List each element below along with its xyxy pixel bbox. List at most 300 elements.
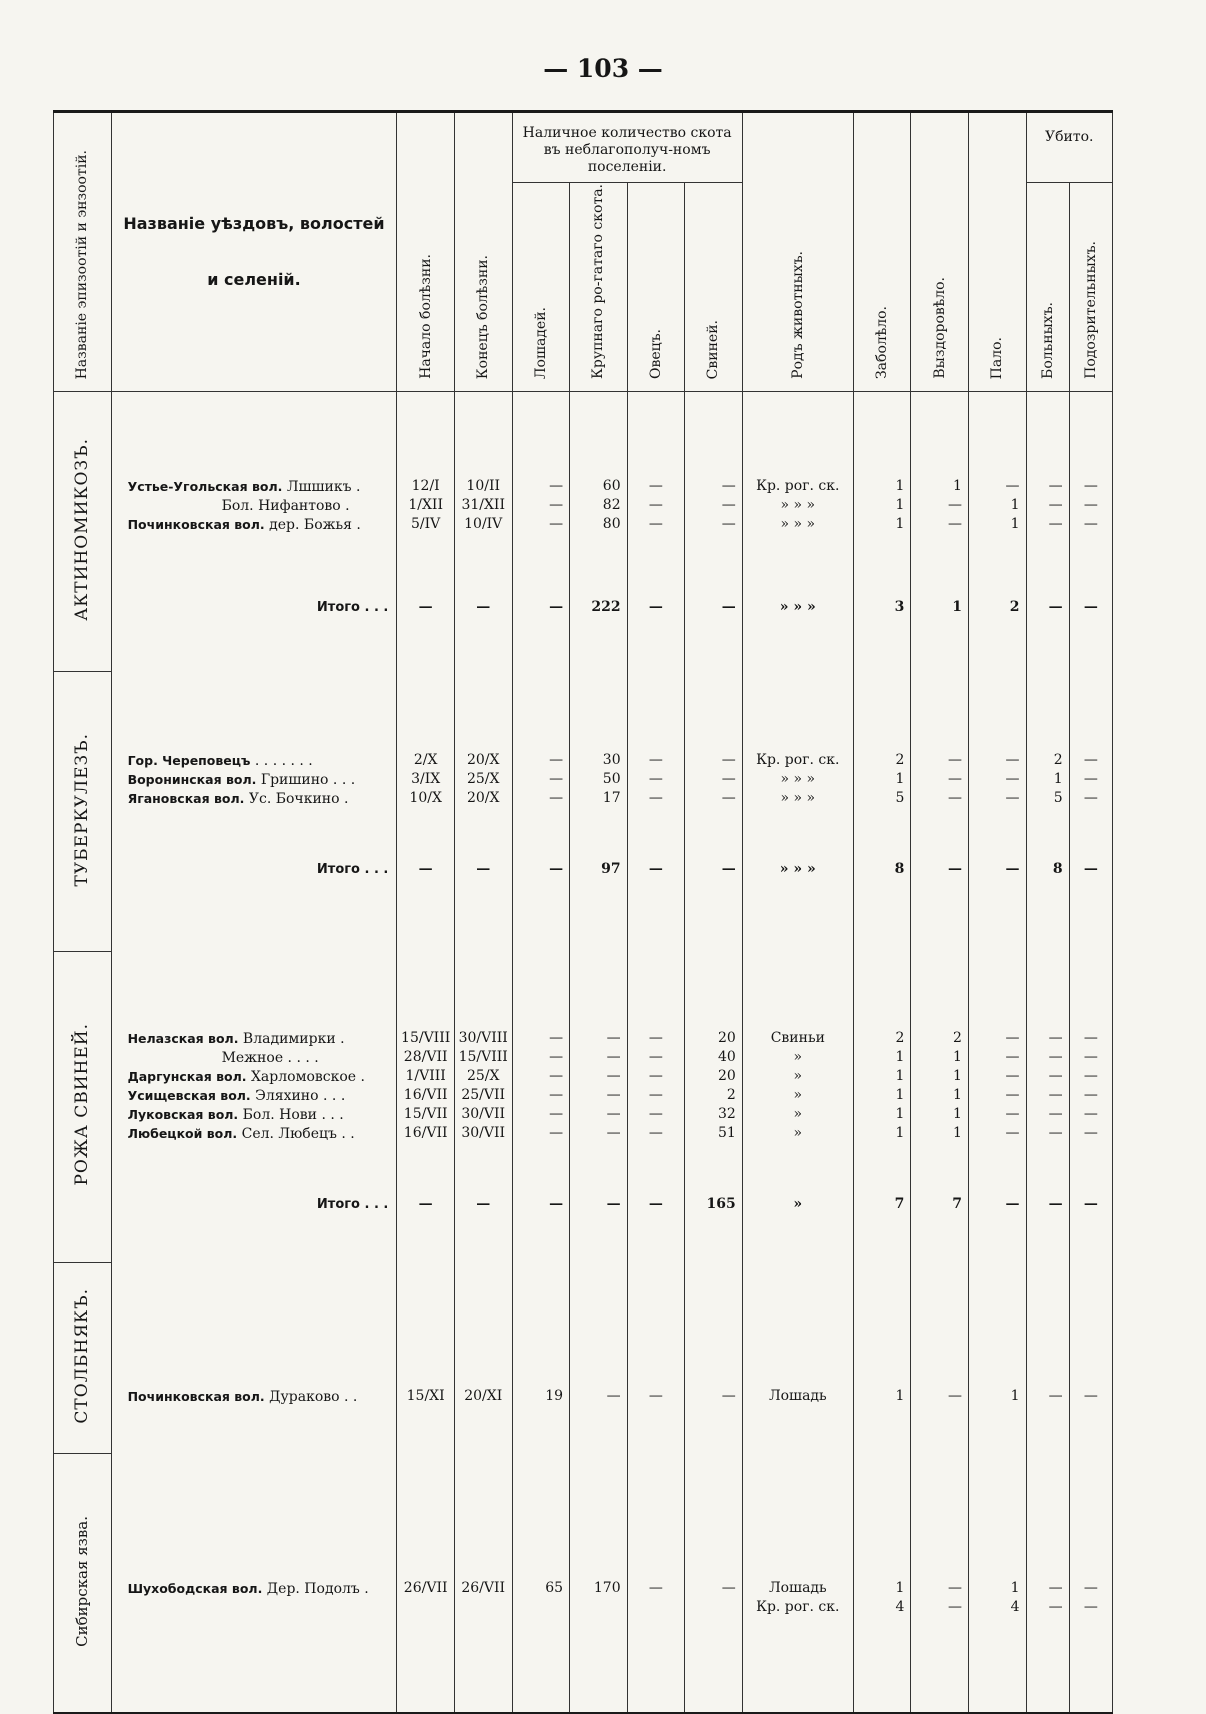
cell-value: — (606, 1388, 621, 1405)
col-sheep (627, 1262, 685, 1454)
cell-value: — (1083, 1598, 1098, 1615)
cell-value: — (947, 771, 962, 788)
cell-value: 30/VIII (458, 1030, 508, 1047)
cell-value: — (549, 1125, 564, 1142)
col-kind (742, 392, 853, 672)
total-value: — (476, 861, 491, 878)
col-k-sick (1026, 1454, 1069, 1713)
col-kind (742, 1262, 853, 1454)
cell-value: — (648, 516, 663, 532)
total-value: — (418, 861, 433, 878)
total-value: 222 (591, 599, 621, 615)
cell-value: — (1048, 1598, 1063, 1615)
place-name (112, 515, 397, 534)
total-value: — (1048, 1196, 1063, 1213)
col-k-sick (1026, 951, 1069, 1262)
place-name (112, 496, 397, 515)
cell-value: — (648, 1030, 663, 1047)
district-name: Воронинская вол. (127, 772, 257, 788)
cell-value: — (721, 771, 736, 788)
cell-value: — (1083, 1388, 1098, 1405)
total-value: — (549, 1196, 564, 1213)
cell-value: — (721, 790, 736, 807)
total-value: — (648, 599, 663, 615)
cell-value (513, 1598, 570, 1617)
cell-value: — (648, 752, 663, 769)
cell-value: 2 (953, 1030, 962, 1047)
col-start (397, 1262, 455, 1454)
cell-value: 1 (953, 1125, 962, 1142)
district-name: Починковская вол. (127, 517, 265, 532)
cell-value: — (1083, 1087, 1098, 1104)
cell-value: — (1083, 516, 1098, 532)
total-value: 7 (952, 1196, 962, 1213)
cell-value: 1/XII (408, 497, 443, 513)
cell-value: — (1083, 771, 1098, 788)
district-name: Усищевская вол. (127, 1088, 251, 1104)
cell-value: Кр. рог. ск. (756, 478, 840, 494)
district-name: Нелазская вол. (127, 1031, 239, 1047)
col-k-sick (1026, 671, 1069, 951)
district-name: Гор. Череповецъ (127, 753, 251, 769)
cell-value: 4 (895, 1598, 905, 1615)
place-name (112, 1048, 397, 1067)
cell-value: » (793, 1068, 803, 1085)
col-ill (853, 951, 911, 1262)
col-cattle (570, 1262, 628, 1454)
settlement-name: Ус. Бочкино . (248, 791, 349, 808)
header-end: Конецъ болѣзни. (454, 112, 512, 392)
cell-value: — (721, 497, 736, 513)
settlement-name: Бол. Нови . . . (242, 1107, 344, 1124)
header-sheep: Овецъ. (627, 183, 685, 392)
place-name (112, 1029, 397, 1048)
cell-value: — (1083, 790, 1098, 807)
section-row (54, 951, 1113, 1262)
cell-value: — (1083, 752, 1098, 769)
header-recovered: Выздоровѣло. (911, 112, 969, 392)
cell-value: — (1048, 1106, 1063, 1123)
cell-value: 1 (953, 1087, 962, 1104)
cell-value: — (549, 1106, 564, 1123)
cell-value: — (606, 1030, 621, 1047)
col-sheep (627, 671, 685, 951)
col-ill (853, 1454, 911, 1713)
cell-value: — (606, 1087, 621, 1104)
cell-value: — (1083, 1030, 1098, 1047)
total-label: Итого . . . (316, 862, 389, 878)
page-number: — 103 — (543, 54, 663, 83)
cell-value: 1 (895, 1087, 905, 1104)
cell-value: 2 (895, 752, 905, 769)
cell-value: — (1083, 1125, 1098, 1142)
cell-value: — (549, 478, 564, 494)
cell-value: — (648, 1125, 663, 1142)
col-died (968, 951, 1026, 1262)
cell-value: 1 (1010, 516, 1020, 532)
place-name (112, 477, 397, 496)
total-value: — (476, 599, 491, 615)
total-value: » » » (779, 861, 816, 878)
epizootic-label: ТУБЕРКУЛЕЗЪ. (54, 671, 112, 951)
place-name (112, 751, 397, 770)
cell-value (455, 1598, 512, 1617)
col-ill (853, 1262, 911, 1454)
cell-value: » » » (780, 771, 816, 788)
col-end (454, 392, 512, 672)
header-cattle: Крупнаго ро-гатаго скота. (570, 183, 628, 392)
total-value: — (648, 1196, 663, 1213)
total-value: — (476, 1196, 491, 1213)
cell-value: 5/IV (411, 516, 441, 532)
cell-value: — (721, 752, 736, 769)
section-row (54, 671, 1113, 951)
cell-value: 2 (726, 1087, 736, 1104)
cell-value: Свиньи (770, 1030, 825, 1047)
total-value: 1 (952, 599, 962, 615)
cell-value: 1 (895, 1579, 905, 1596)
col-k-susp (1069, 1454, 1112, 1713)
cell-value: 1 (895, 1388, 905, 1405)
total-value: » » » (779, 599, 816, 615)
cell-value: — (1005, 752, 1020, 769)
total-value: 165 (706, 1196, 736, 1213)
cell-value: 1 (895, 478, 905, 494)
district-name: Шухободская вол. (127, 1580, 263, 1596)
settlement-name: Харломовское . (250, 1069, 365, 1086)
cell-value (570, 1598, 627, 1617)
col-horses (512, 1262, 570, 1454)
cell-value: 60 (602, 478, 621, 494)
cell-value: 2 (1053, 752, 1063, 769)
header-died: Пало. (968, 112, 1026, 392)
cell-value: 1 (953, 1106, 962, 1123)
col-recovered (911, 1262, 969, 1454)
cell-value: 2/X (413, 752, 438, 769)
total-value: — (947, 861, 962, 878)
cell-value: — (648, 1579, 663, 1596)
place-name (112, 1105, 397, 1124)
settlement-name: Гришино . . . (260, 772, 356, 789)
cell-value: — (549, 497, 564, 513)
cell-value: 5 (1053, 790, 1063, 807)
cell-value: 20/X (466, 752, 500, 769)
total-value: 7 (894, 1196, 905, 1213)
cell-value: 12/I (411, 478, 440, 494)
header-horses: Лошадей. (512, 183, 570, 392)
cell-value: 25/VII (461, 1087, 506, 1104)
cell-value: 16/VII (403, 1087, 448, 1104)
col-sheep (627, 1454, 685, 1713)
cell-value: — (648, 478, 663, 494)
header-names: Названіе уѣздовъ, волостей и селеній. (111, 112, 397, 392)
cell-value: — (721, 516, 736, 532)
col-pigs (685, 1262, 743, 1454)
total-value: 8 (894, 861, 905, 878)
cell-value (685, 1598, 742, 1617)
col-horses (512, 951, 570, 1262)
total-value: — (418, 599, 433, 615)
cell-value: — (549, 516, 564, 532)
col-died (968, 392, 1026, 672)
place-name (112, 1067, 397, 1086)
cell-value: » » » (780, 497, 816, 513)
col-end (454, 951, 512, 1262)
cell-value: 30/VII (461, 1106, 506, 1123)
col-end (454, 671, 512, 951)
col-ill (853, 392, 911, 672)
total-value: — (418, 1196, 433, 1213)
col-cattle (570, 1454, 628, 1713)
header-killed-group: Убито. (1026, 112, 1113, 183)
cell-value: 82 (602, 497, 621, 513)
cell-value: — (648, 1388, 663, 1405)
col-name (111, 392, 397, 672)
col-cattle (570, 392, 628, 672)
cell-value: — (947, 1388, 962, 1405)
cell-value: — (1083, 1579, 1098, 1596)
col-recovered (911, 392, 969, 672)
cell-value: 10/X (409, 790, 442, 807)
cell-value: — (1048, 1388, 1063, 1405)
total-value: — (1083, 599, 1098, 615)
cell-value: 15/VII (403, 1106, 448, 1123)
settlement-name: Эляхино . . . (255, 1088, 346, 1105)
cell-value: — (947, 516, 962, 532)
col-horses (512, 392, 570, 672)
col-start (397, 951, 455, 1262)
total-value: — (1005, 1196, 1020, 1213)
place-name (112, 789, 397, 808)
col-end (454, 1262, 512, 1454)
cell-value: — (606, 1106, 621, 1123)
settlement-name: Дер. Подолъ . (266, 1580, 369, 1597)
cell-value: — (1048, 1579, 1063, 1596)
cell-value: — (549, 1049, 564, 1066)
cell-value: 30 (602, 752, 621, 769)
cell-value: — (1048, 497, 1063, 513)
district-name: Устье-Угольская вол. (127, 479, 283, 494)
district-name: Починковская вол. (127, 1389, 265, 1405)
col-horses (512, 1454, 570, 1713)
cell-value: » (793, 1106, 803, 1123)
col-end (454, 1454, 512, 1713)
total-value: » (793, 1196, 803, 1213)
cell-value: — (1005, 1087, 1020, 1104)
cell-value: — (1048, 516, 1063, 532)
col-sheep (627, 951, 685, 1262)
cell-value: » » » (780, 790, 816, 807)
cell-value: — (1005, 1049, 1020, 1066)
cell-value: — (549, 790, 564, 807)
total-value: — (648, 861, 663, 878)
col-pigs (685, 392, 743, 672)
col-recovered (911, 1454, 969, 1713)
cell-value: 25/X (466, 1068, 500, 1085)
cell-value: — (1005, 1106, 1020, 1123)
cell-value: — (1048, 478, 1063, 494)
cell-value: 20/X (466, 790, 500, 807)
header-epizootic: Названіе эпизоотій и энзоотій. (54, 112, 112, 392)
col-name (111, 1262, 397, 1454)
cell-value: — (1083, 1068, 1098, 1085)
cell-value: — (721, 1579, 736, 1596)
cell-value: — (648, 771, 663, 788)
col-pigs (685, 671, 743, 951)
cell-value: 1 (953, 478, 962, 494)
epizootic-table (53, 110, 1113, 1714)
cell-value: — (947, 497, 962, 513)
col-name (111, 1454, 397, 1713)
place-name (112, 1598, 397, 1617)
cell-value: — (1005, 790, 1020, 807)
cell-value: Лошадь (768, 1388, 827, 1405)
cell-value: — (947, 790, 962, 807)
section-row (54, 1454, 1113, 1713)
cell-value: 15/VIII (401, 1030, 451, 1047)
epizootic-label: РОЖА СВИНЕЙ. (54, 951, 112, 1262)
cell-value: 1 (1010, 497, 1020, 513)
cell-value: — (648, 1049, 663, 1066)
cell-value: — (1083, 1049, 1098, 1066)
cell-value: 20/XI (464, 1388, 503, 1405)
settlement-name: дер. Божья . (269, 517, 361, 533)
district-name: Даргунская вол. (127, 1069, 247, 1085)
cell-value: 1 (895, 1125, 905, 1142)
total-value: — (1005, 861, 1020, 878)
cell-value: — (721, 1388, 736, 1405)
cell-value: 20 (717, 1068, 736, 1085)
settlement-name: Сел. Любецъ . . (241, 1126, 355, 1143)
cell-value: 65 (545, 1579, 564, 1596)
cell-value: 1 (895, 1049, 905, 1066)
cell-value: 15/VIII (458, 1049, 508, 1066)
cell-value: — (1005, 1068, 1020, 1085)
cell-value: » (793, 1087, 803, 1104)
col-k-sick (1026, 392, 1069, 672)
cell-value: 16/VII (403, 1125, 448, 1142)
total-value: — (721, 599, 736, 615)
cell-value: — (606, 1049, 621, 1066)
cell-value: 1 (953, 1049, 962, 1066)
col-sheep (627, 392, 685, 672)
cell-value: 1 (895, 1068, 905, 1085)
place-name (112, 1579, 397, 1598)
header-killed-suspect: Подозрительныхъ. (1069, 183, 1112, 392)
header-killed-sick: Больныхъ. (1026, 183, 1069, 392)
total-value: — (549, 861, 564, 878)
cell-value: 15/XI (406, 1388, 445, 1405)
cell-value: Кр. рог. ск. (756, 752, 840, 769)
place-name (112, 770, 397, 789)
cell-value: — (549, 752, 564, 769)
cell-value: Лошадь (768, 1579, 827, 1596)
cell-value: — (1083, 497, 1098, 513)
cell-value: 10/IV (464, 516, 503, 532)
col-recovered (911, 671, 969, 951)
cell-value: 50 (602, 771, 621, 788)
cell-value: — (1083, 1106, 1098, 1123)
col-died (968, 1454, 1026, 1713)
cell-value: — (549, 771, 564, 788)
cell-value: 4 (1010, 1598, 1020, 1615)
cell-value: 5 (895, 790, 905, 807)
header-pigs: Свиней. (685, 183, 743, 392)
cell-value: — (648, 1068, 663, 1085)
settlement-name: Лшшикъ . (286, 479, 361, 495)
district-name: Любецкой вол. (127, 1126, 238, 1142)
col-pigs (685, 1454, 743, 1713)
district-name: Луковская вол. (127, 1107, 239, 1123)
cell-value: 3/IX (411, 771, 441, 788)
place-name (112, 1086, 397, 1105)
cell-value (397, 1598, 454, 1617)
cell-value: 28/VII (403, 1049, 448, 1066)
epizootic-label: АКТИНОМИКОЗЪ. (54, 392, 112, 672)
col-k-susp (1069, 392, 1112, 672)
epizootic-label: СТОЛБНЯКЪ. (54, 1262, 112, 1454)
cell-value: 25/X (466, 771, 500, 788)
cell-value: 1 (895, 771, 905, 788)
cell-value: — (606, 1125, 621, 1142)
header-livestock-group: Наличное количество скота въ неблагополуч-номъ поселеніи. (512, 112, 742, 183)
cell-value: — (1048, 1087, 1063, 1104)
col-kind (742, 1454, 853, 1713)
cell-value: — (947, 1579, 962, 1596)
cell-value: 51 (717, 1125, 736, 1142)
settlement-name: Владимирки . (242, 1031, 345, 1048)
cell-value: 170 (593, 1579, 621, 1596)
cell-value: — (1048, 1068, 1063, 1085)
col-start (397, 671, 455, 951)
cell-value: 1/VIII (405, 1068, 446, 1085)
cell-value: — (1005, 1030, 1020, 1047)
header-fell-ill: Заболѣло. (853, 112, 911, 392)
cell-value: — (1005, 771, 1020, 788)
col-recovered (911, 951, 969, 1262)
total-label: Итого . . . (316, 600, 389, 615)
cell-value: 40 (717, 1049, 736, 1066)
cell-value: » » » (780, 516, 816, 532)
cell-value: 1 (953, 1068, 962, 1085)
district-name: Ягановская вол. (127, 791, 245, 807)
cell-value: » (793, 1125, 803, 1142)
settlement-name: Дураково . . (269, 1389, 358, 1406)
col-ill (853, 671, 911, 951)
col-k-susp (1069, 1262, 1112, 1454)
cell-value: 19 (545, 1388, 564, 1405)
total-value: — (606, 1196, 621, 1213)
total-value: 3 (894, 599, 905, 615)
cell-value: — (1048, 1125, 1063, 1142)
cell-value: 10/II (466, 478, 501, 494)
epizootic-label: Сибирская язва. (54, 1454, 112, 1713)
cell-value: — (721, 478, 736, 494)
cell-value: 1 (895, 516, 905, 532)
cell-value: 1 (895, 497, 905, 513)
col-k-sick (1026, 1262, 1069, 1454)
cell-value: — (1083, 478, 1098, 494)
col-k-susp (1069, 671, 1112, 951)
col-died (968, 671, 1026, 951)
cell-value: 31/XII (461, 497, 505, 513)
cell-value: — (549, 1068, 564, 1085)
total-value: 2 (1009, 599, 1020, 615)
col-start (397, 1454, 455, 1713)
total-value: — (1048, 599, 1063, 615)
total-value: — (1083, 1196, 1098, 1213)
cell-value: — (648, 1087, 663, 1104)
